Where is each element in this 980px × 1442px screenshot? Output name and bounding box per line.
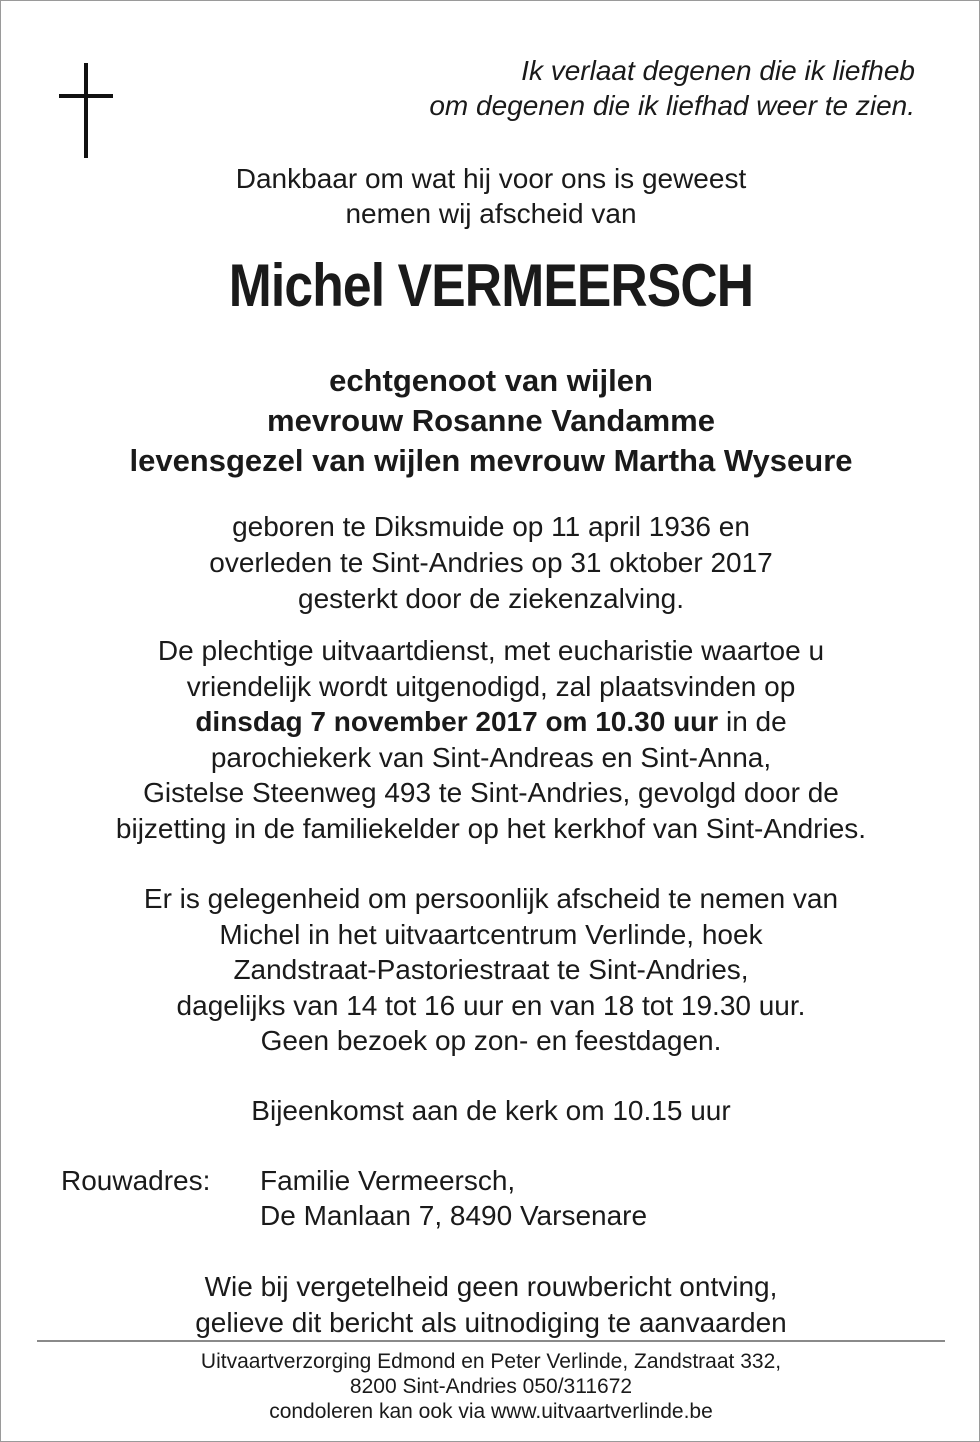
visitation-line: dagelijks van 14 tot 16 uur en van 18 tot 19.30 uur.	[176, 989, 806, 1021]
motto	[429, 53, 915, 123]
relation	[1, 361, 980, 481]
intro-line: nemen wij afscheid van	[345, 198, 637, 229]
service-line: De plechtige uitvaartdienst, met eucharistie waartoe u	[157, 635, 825, 666]
service-line: parochiekerk van Sint-Andreas en Sint-Anna,	[210, 741, 772, 773]
visitation-info	[1, 881, 980, 1059]
service-line: bijzetting in de familiekelder op het kerkhof van Sint-Andries.	[115, 812, 867, 844]
funeral-home-footer	[1, 1349, 980, 1424]
address-line: Familie Vermeersch,	[260, 1165, 516, 1196]
visitation-line: Michel in het uitvaartcentrum Verlinde, hoek	[219, 918, 763, 950]
intro-line: Dankbaar om wat hij voor ons is geweest	[235, 163, 747, 194]
footer-line: 8200 Sint-Andries 050/311672	[349, 1375, 633, 1398]
funeral-service	[1, 633, 980, 846]
visitation-line: Geen bezoek op zon- en feestdagen.	[260, 1025, 722, 1056]
mourning-address-label: Rouwadres:	[61, 1165, 211, 1196]
address-line: De Manlaan 7, 8490 Varsenare	[260, 1200, 648, 1231]
relation-line: mevrouw Rosanne Vandamme	[267, 403, 715, 438]
mourning-address	[260, 1163, 647, 1233]
notice-line: Wie bij vergetelheid geen rouwbericht ontving,	[204, 1271, 778, 1302]
deceased-name: Michel VERMEERSCH	[228, 252, 754, 319]
visitation-line: Zandstraat-Pastoriestraat te Sint-Andries,	[233, 954, 749, 985]
motto-line: om degenen die ik liefhad weer te zien.	[429, 90, 915, 121]
service-datetime-line	[1, 704, 980, 740]
relation-line: levensgezel van wijlen mevrouw Martha Wyseure	[129, 443, 853, 478]
cross-vertical-bar	[84, 63, 88, 158]
service-datetime: dinsdag 7 november 2017 om 10.30 uur	[195, 706, 719, 737]
footer-line: condoleren kan ook via www.uitvaartverlinde.be	[269, 1400, 713, 1423]
birth-line: geboren te Diksmuide op 11 april 1936 en	[232, 511, 750, 542]
service-line-rest: in de	[718, 706, 787, 737]
notice-line: gelieve dit bericht als uitnodiging te aanvaarden	[195, 1307, 787, 1338]
service-line: vriendelijk wordt uitgenodigd, zal plaatsvinden op	[186, 670, 796, 702]
gathering-info: Bijeenkomst aan de kerk om 10.15 uur	[251, 1095, 731, 1126]
cross-horizontal-bar	[59, 94, 113, 98]
intro	[1, 161, 980, 231]
death-line: overleden te Sint-Andries op 31 oktober 2017	[209, 547, 773, 578]
invitation-notice	[1, 1269, 980, 1341]
birth-death-info	[1, 509, 980, 617]
service-line: Gistelse Steenweg 493 te Sint-Andries, gevolgd door de	[143, 777, 839, 808]
motto-line: Ik verlaat degenen die ik liefheb	[521, 55, 915, 86]
footer-line: Uitvaartverzorging Edmond en Peter Verlinde, Zandstraat 332,	[200, 1350, 782, 1373]
relation-line: echtgenoot van wijlen	[329, 363, 653, 398]
footer-divider	[37, 1340, 945, 1342]
sacrament-line: gesterkt door de ziekenzalving.	[298, 583, 684, 614]
visitation-line: Er is gelegenheid om persoonlijk afscheid te nemen van	[143, 883, 839, 914]
